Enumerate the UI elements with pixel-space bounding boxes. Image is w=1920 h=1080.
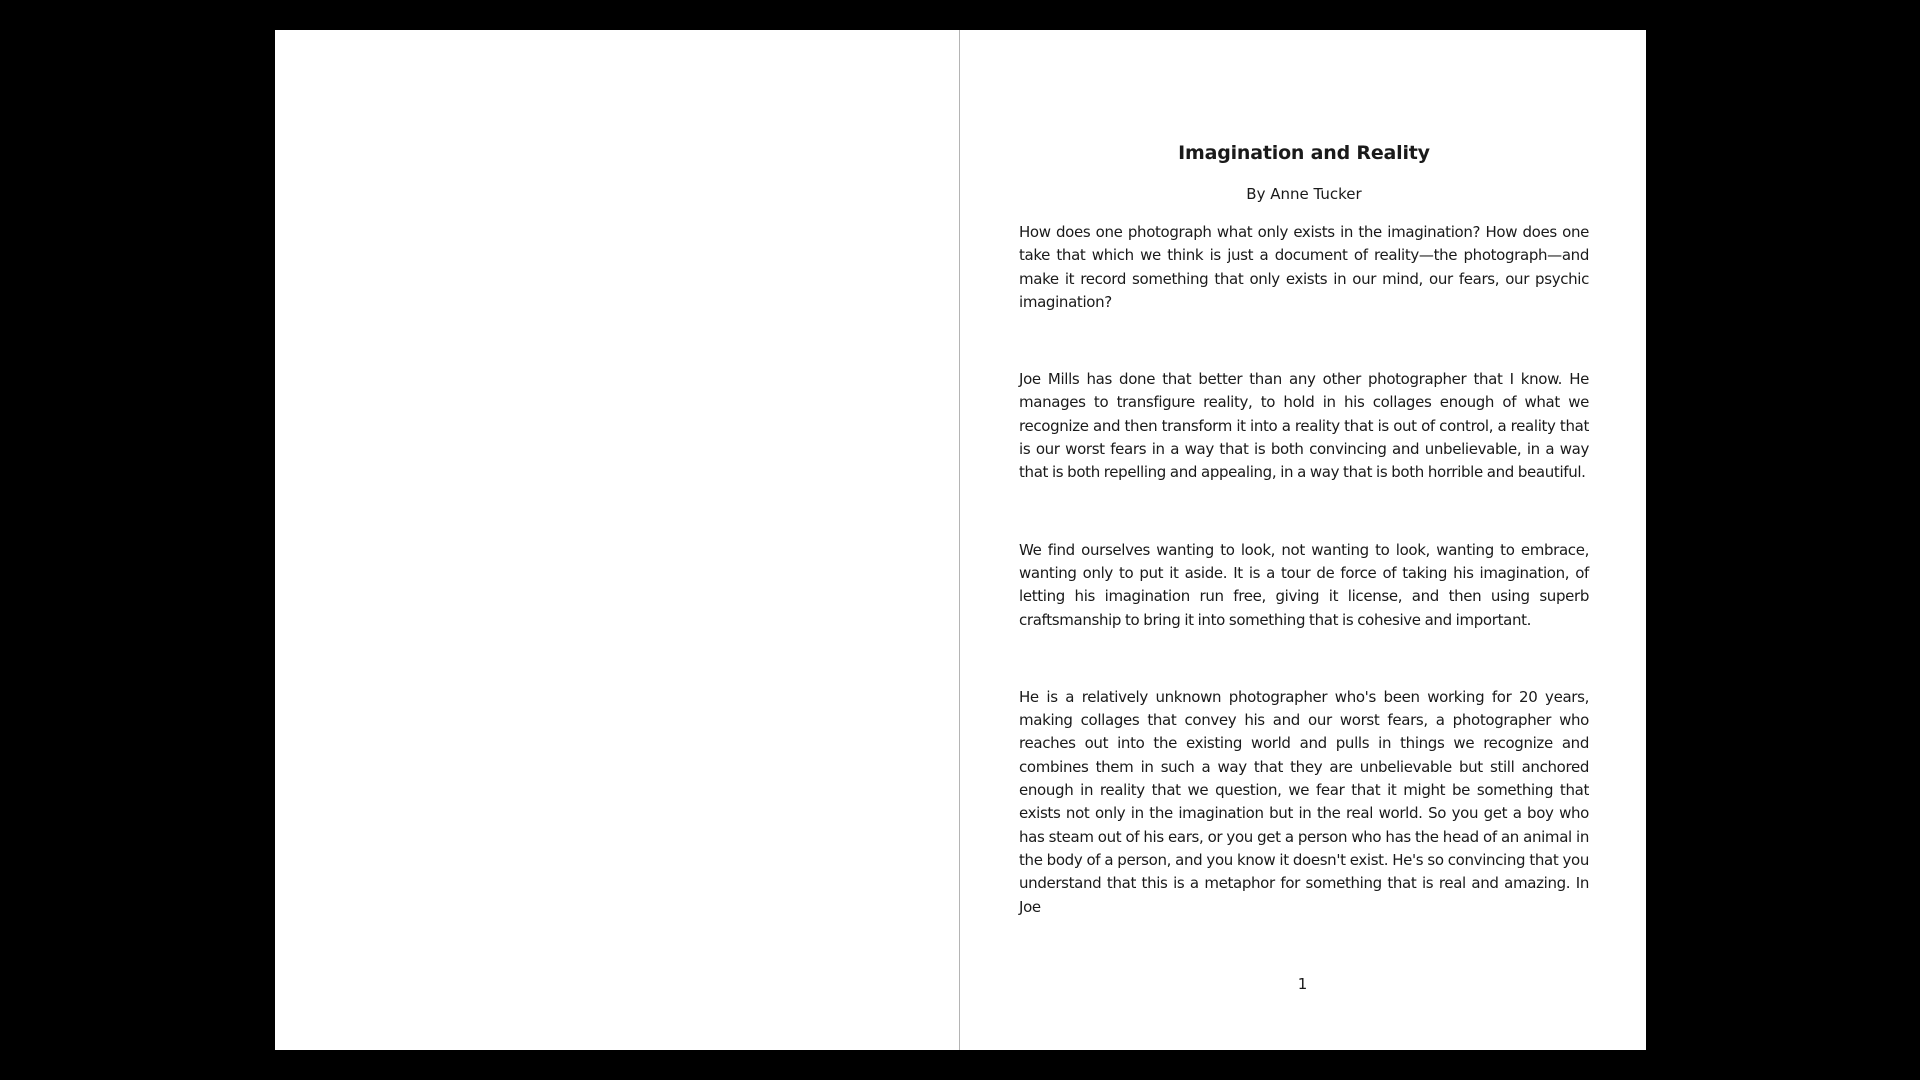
page-spread — [275, 30, 1646, 1050]
right-page — [960, 30, 1645, 1050]
paragraph-3: We find ourselves wanting to look, not wanting to look, wanting to embrace, wanting only to put it aside. It is a tour de force of taking his imagination, of letting his imagination run free, giving it license, and then using superb craftsmanship to bring it into something that is cohesive and important. — [1019, 540, 1589, 629]
document-author: By Anne Tucker — [1246, 185, 1362, 203]
document-title: Imagination and Reality — [1178, 142, 1430, 164]
left-page-blank — [275, 30, 960, 1050]
paragraph-4: He is a relatively unknown photographer who's been working for 20 years, making collages that convey his and our worst fears, a photographer who reaches out into the existing world and pulls in things we recognize and combines them in such a way that they are unbelievable but still anchored enough in reality that we question, we fear that it might be something that exists not only in the imagination but in the real world. So you get a boy who has steam out of his ears, or you get a person who has the head of an animal in the body of a person, and you know it doesn't exist. He's so convincing that you understand that this is a metaphor for something that is real and amazing. In Joe — [1019, 687, 1589, 916]
paragraph-1: How does one photograph what only exists in the imagination? How does one take that which we think is just a document of reality—the photograph—and make it record something that only exists in our mind, our fears, our psychic imagination? — [1019, 223, 1589, 311]
paragraph-2: Joe Mills has done that better than any other photographer that I know. He manages to transfigure reality, to hold in his collages enough of what we recognize and then transform it into a reality that is out of control, a reality that is our worst fears in a way that is both convincing and unbelievable, in a way that is both repelling and appealing, in a way that is both horrible and beautiful. — [1019, 370, 1589, 482]
page-number: 1 — [1297, 975, 1308, 993]
page-content — [1019, 140, 1589, 919]
